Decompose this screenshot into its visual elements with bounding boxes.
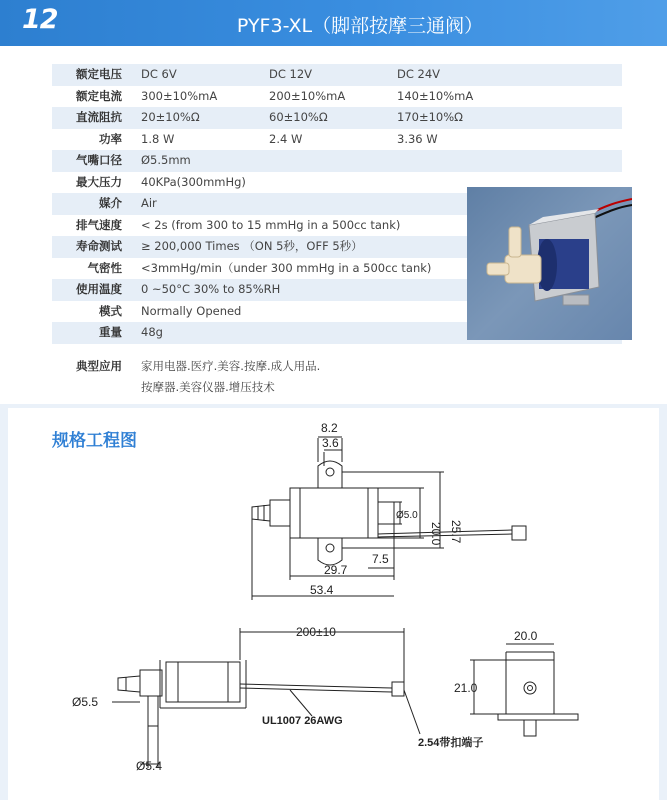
dim-7-5: 7.5 [372, 552, 389, 566]
spec-value: 1.8 W [141, 131, 175, 146]
spec-value: Ø5.5mm [141, 153, 191, 167]
product-number: 12 [22, 4, 58, 35]
spec-value: 60±10%Ω [269, 110, 328, 124]
application-line-2: 按摩器.美容仪器.增压技术 [141, 380, 275, 394]
spec-label: 寿命测试 [76, 239, 122, 253]
spec-value: DC 6V [141, 67, 177, 81]
application-label: 典型应用 [76, 359, 122, 373]
spec-value: ≥ 200,000 Times （ON 5秒，OFF 5秒） [141, 239, 363, 253]
spec-value: DC 24V [397, 67, 441, 81]
dim-8-2: 8.2 [321, 421, 338, 435]
spec-label: 使用温度 [76, 282, 122, 296]
spec-label: 气密性 [87, 260, 122, 275]
dim-front-20-0: 20.0 [514, 629, 538, 643]
terminal-label: 2.54带扣端子 [418, 737, 484, 749]
spec-label: 最大压力 [76, 174, 122, 189]
spec-value: 170±10%Ω [397, 110, 463, 124]
dim-phi-5-4: Ø5.4 [136, 759, 163, 773]
spec-value: < 2s (from 300 to 15 mmHg in a 500cc tank) [141, 217, 401, 232]
spec-value: 0 ~50°C 30% to 85%RH [141, 282, 281, 296]
dim-200-10: 200±10 [296, 625, 336, 639]
wire-spec-label: UL1007 26AWG [262, 715, 343, 727]
dim-3-6: 3.6 [322, 436, 339, 450]
spec-label: 模式 [99, 303, 122, 318]
spec-label: 重量 [99, 325, 122, 339]
dim-20-0: 20.0 [429, 522, 443, 546]
spec-value: 40KPa(300mmHg) [141, 174, 246, 189]
dim-53-4: 53.4 [310, 583, 334, 597]
spec-value: 200±10%mA [269, 88, 346, 103]
product-title: PYF3-XL（脚部按摩三通阀） [236, 15, 484, 37]
spec-label: 媒介 [99, 196, 122, 210]
spec-value: <3mmHg/min（under 300 mmHg in a 500cc tank) [141, 260, 432, 275]
spec-label: 直流阻抗 [76, 110, 122, 124]
dim-phi-5-0: Ø5.0 [396, 510, 418, 521]
spec-label: 气嘴口径 [76, 153, 122, 167]
spec-value: Air [141, 196, 157, 210]
spec-label: 功率 [99, 131, 122, 146]
spec-label: 排气速度 [76, 217, 122, 232]
spec-value: 140±10%mA [397, 88, 474, 103]
section-title: 规格工程图 [52, 431, 137, 451]
spec-value: 20±10%Ω [141, 110, 200, 124]
spec-value: Normally Opened [141, 303, 242, 318]
dim-25-7: 25.7 [449, 520, 463, 544]
dim-phi-5-5: Ø5.5 [72, 695, 99, 709]
spec-label: 额定电压 [76, 67, 122, 81]
spec-label: 额定电流 [76, 88, 122, 103]
dim-29-7: 29.7 [324, 563, 348, 577]
application-line-1: 家用电器.医疗.美容.按摩.成人用品. [141, 359, 321, 373]
spec-value: DC 12V [269, 67, 313, 81]
spec-value: 3.36 W [397, 131, 438, 146]
spec-value: 2.4 W [269, 131, 303, 146]
spec-value: 48g [141, 325, 163, 339]
spec-value: 300±10%mA [141, 88, 218, 103]
dim-21-0: 21.0 [454, 681, 478, 695]
